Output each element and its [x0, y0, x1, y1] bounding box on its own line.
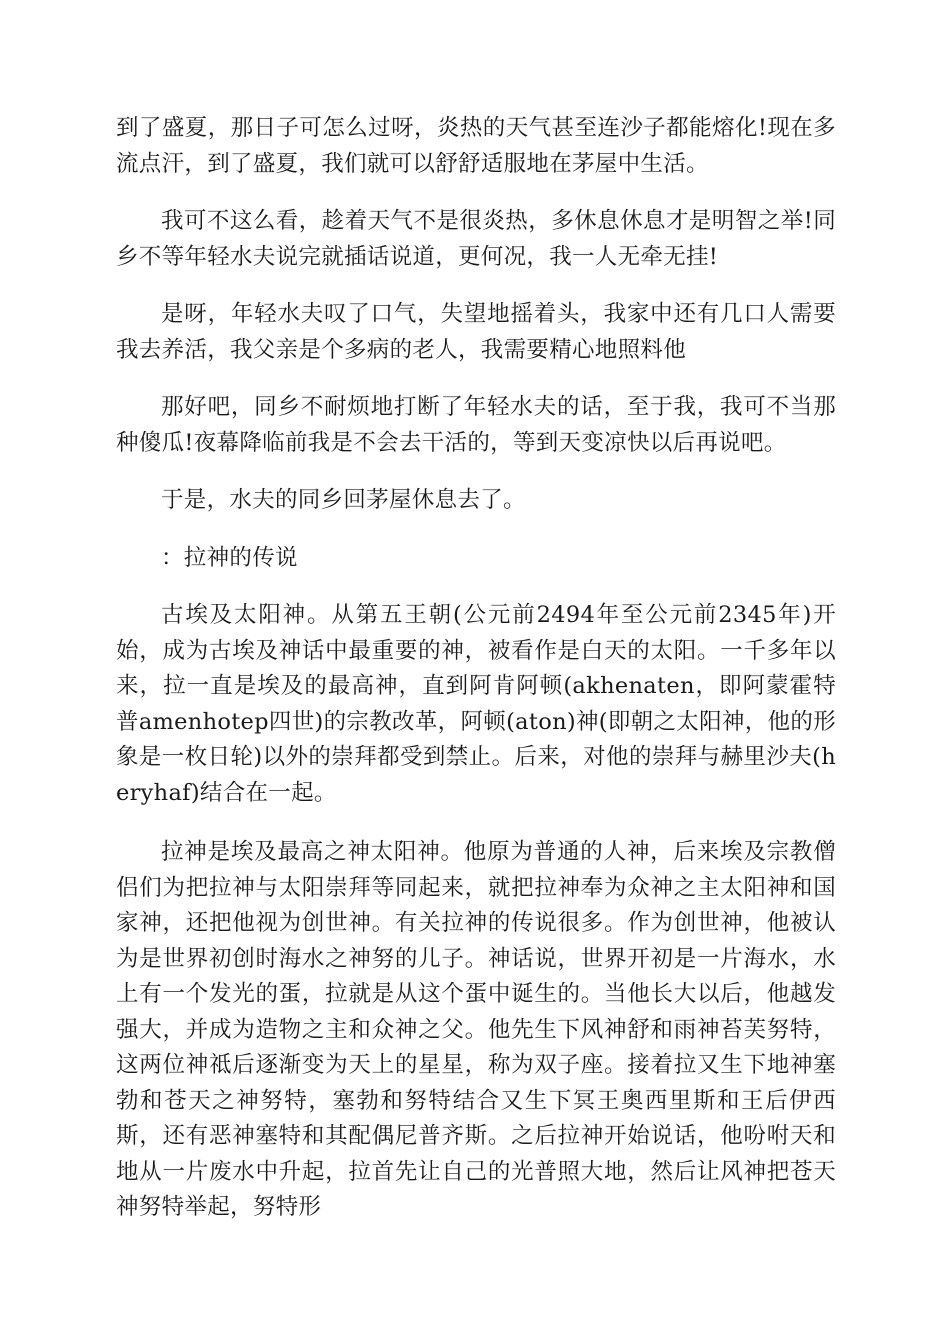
paragraph-1: 到了盛夏，那日子可怎么过呀，炎热的天气甚至连沙子都能熔化!现在多流点汗，到了盛夏，我们就可以舒舒适服地在茅屋中生活。: [116, 115, 836, 177]
section-heading: ：拉神的传说: [161, 544, 298, 571]
paragraph-2: 我可不这么看，趁着天气不是很炎热，多休息休息才是明智之举!同乡不等年轻水夫说完就插话说道，更何况，我一人无牵无挂!: [116, 208, 836, 270]
paragraph-5: 于是，水夫的同乡回茅屋休息去了。: [161, 487, 526, 513]
paragraph-7: 古埃及太阳神。从第五王朝(公元前2494年至公元前2345年)开始，成为古埃及神话中最重要的神，被看作是白天的太阳。一千多年以来，拉一直是埃及的最高神，直到阿肯阿顿(akhenaten，即阿蒙霍特普amenhotep四世)的宗教改革，阿顿(aton)神(即朝之太阳神，他的形象是一枚日轮)以外的崇拜都受到禁止。后来，对他的崇拜与赫里沙夫(heryhaf)结合在一起。: [116, 602, 836, 806]
paragraph-3: 是呀，年轻水夫叹了口气，失望地摇着头，我家中还有几口人需要我去养活，我父亲是个多病的老人，我需要精心地照料他: [116, 301, 836, 363]
document-body: [116, 111, 836, 1226]
paragraph-4: 那好吧，同乡不耐烦地打断了年轻水夫的话，至于我，我可不当那种傻瓜!夜幕降临前我是不会去干活的，等到天变凉快以后再说吧。: [116, 394, 836, 456]
paragraph-8: 拉神是埃及最高之神太阳神。他原为普通的人神，后来埃及宗教僧侣们为把拉神与太阳崇拜等同起来，就把拉神奉为众神之主太阳神和国家神，还把他视为创世神。有关拉神的传说很多。作为创世神，他被认为是世界初创时海水之神努的儿子。神话说，世界开初是一片海水，水上有一个发光的蛋，拉就是从这个蛋中诞生的。当他长大以后，他越发强大，并成为造物之主和众神之父。他先生下风神舒和雨神苔芙努特，这两位神祗后逐渐变为天上的星星，称为双子座。接着拉又生下地神塞勃和苍天之神努特，塞勃和努特结合又生下冥王奥西里斯和王后伊西斯，还有恶神塞特和其配偶尼普齐斯。之后拉神开始说话，他吩咐天和地从一片废水中升起，拉首先让自己的光普照大地，然后让风神把苍天神努特举起，努特形: [116, 839, 836, 1220]
